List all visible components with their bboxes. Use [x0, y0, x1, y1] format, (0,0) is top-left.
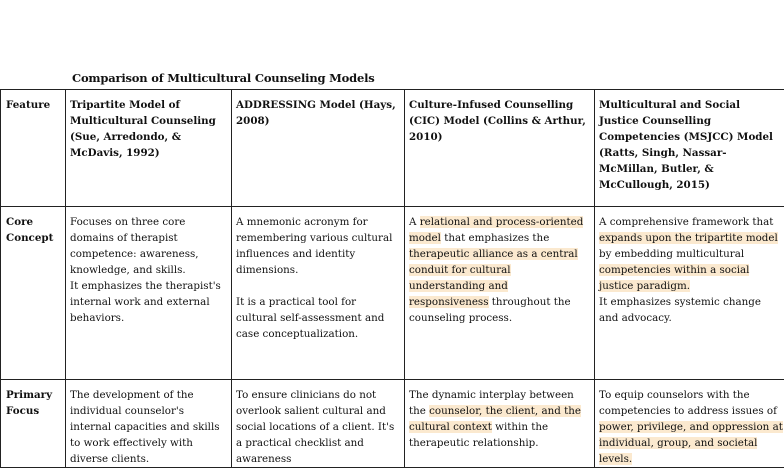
- header-cic: Culture-Infused Counselling (CIC) Model (Collins & Arthur, 2010): [405, 90, 595, 207]
- cell-tripartite-core: [66, 207, 232, 380]
- cell-text: A: [409, 216, 420, 228]
- cell-text: that emphasizes the: [441, 232, 549, 244]
- header-row: [1, 90, 784, 207]
- highlighted-text: therapeutic alliance as a central conduit for cultural understanding and responsiveness: [409, 248, 578, 308]
- table-title: Comparison of Multicultural Counseling Models: [72, 71, 375, 85]
- cell-text: within the therapeutic relationship.: [409, 421, 548, 449]
- cell-text: It emphasizes the therapist's internal work and external behaviors.: [70, 278, 226, 326]
- highlighted-text: relational and process-oriented model: [409, 216, 583, 244]
- highlighted-text: expands upon the tripartite model: [599, 232, 778, 244]
- header-tripartite: Tripartite Model of Multicultural Counseling (Sue, Arredondo, & McDavis, 1992): [66, 90, 232, 207]
- table-row: [1, 380, 784, 468]
- cell-tripartite-focus: The development of the individual counselor's internal capacities and skills to work effectively with diverse clients.: [66, 380, 232, 468]
- cell-cic-focus: [405, 380, 595, 468]
- highlighted-text: competencies within a social justice paradigm.: [599, 264, 749, 292]
- cell-msjcc-focus: [595, 380, 784, 468]
- cell-text: A comprehensive framework that: [599, 216, 773, 228]
- cell-msjcc-core: [595, 207, 784, 380]
- cell-text: The dynamic interplay between the: [409, 389, 574, 417]
- row-label-primary-focus: Primary Focus: [1, 380, 66, 468]
- cell-text: It is a practical tool for cultural self-assessment and case conceptualization.: [236, 294, 399, 342]
- cell-text: It emphasizes systemic change and advocacy.: [599, 294, 783, 326]
- cell-text: To equip counselors with the competencies to address issues of: [599, 389, 777, 417]
- header-feature: Feature: [1, 90, 66, 207]
- row-label-core-concept: Core Concept: [1, 207, 66, 380]
- cell-addressing-core: [232, 207, 405, 380]
- cell-cic-core: [405, 207, 595, 380]
- cell-text: Focuses on three core domains of therapist competence: awareness, knowledge, and skills.: [70, 214, 226, 278]
- cell-text: by embedding multicultural: [599, 248, 744, 260]
- table-row: [1, 207, 784, 380]
- highlighted-text: counselor, the client, and the cultural context: [409, 405, 581, 433]
- highlighted-text: power, privilege, and oppression at individual, group, and societal levels.: [599, 421, 783, 465]
- comparison-table: [0, 89, 784, 468]
- cell-text: throughout the counseling process.: [409, 296, 571, 324]
- cell-text: A mnemonic acronym for remembering various cultural influences and identity dimensions.: [236, 214, 399, 278]
- cell-addressing-focus: To ensure clinicians do not overlook salient cultural and social locations of a client. It's a practical checklist and awareness: [232, 380, 405, 468]
- header-addressing: ADDRESSING Model (Hays, 2008): [232, 90, 405, 207]
- header-msjcc: Multicultural and Social Justice Counselling Competencies (MSJCC) Model (Ratts, Singh, Nassar-McMillan, Butler, & McCullough, 2015): [595, 90, 784, 207]
